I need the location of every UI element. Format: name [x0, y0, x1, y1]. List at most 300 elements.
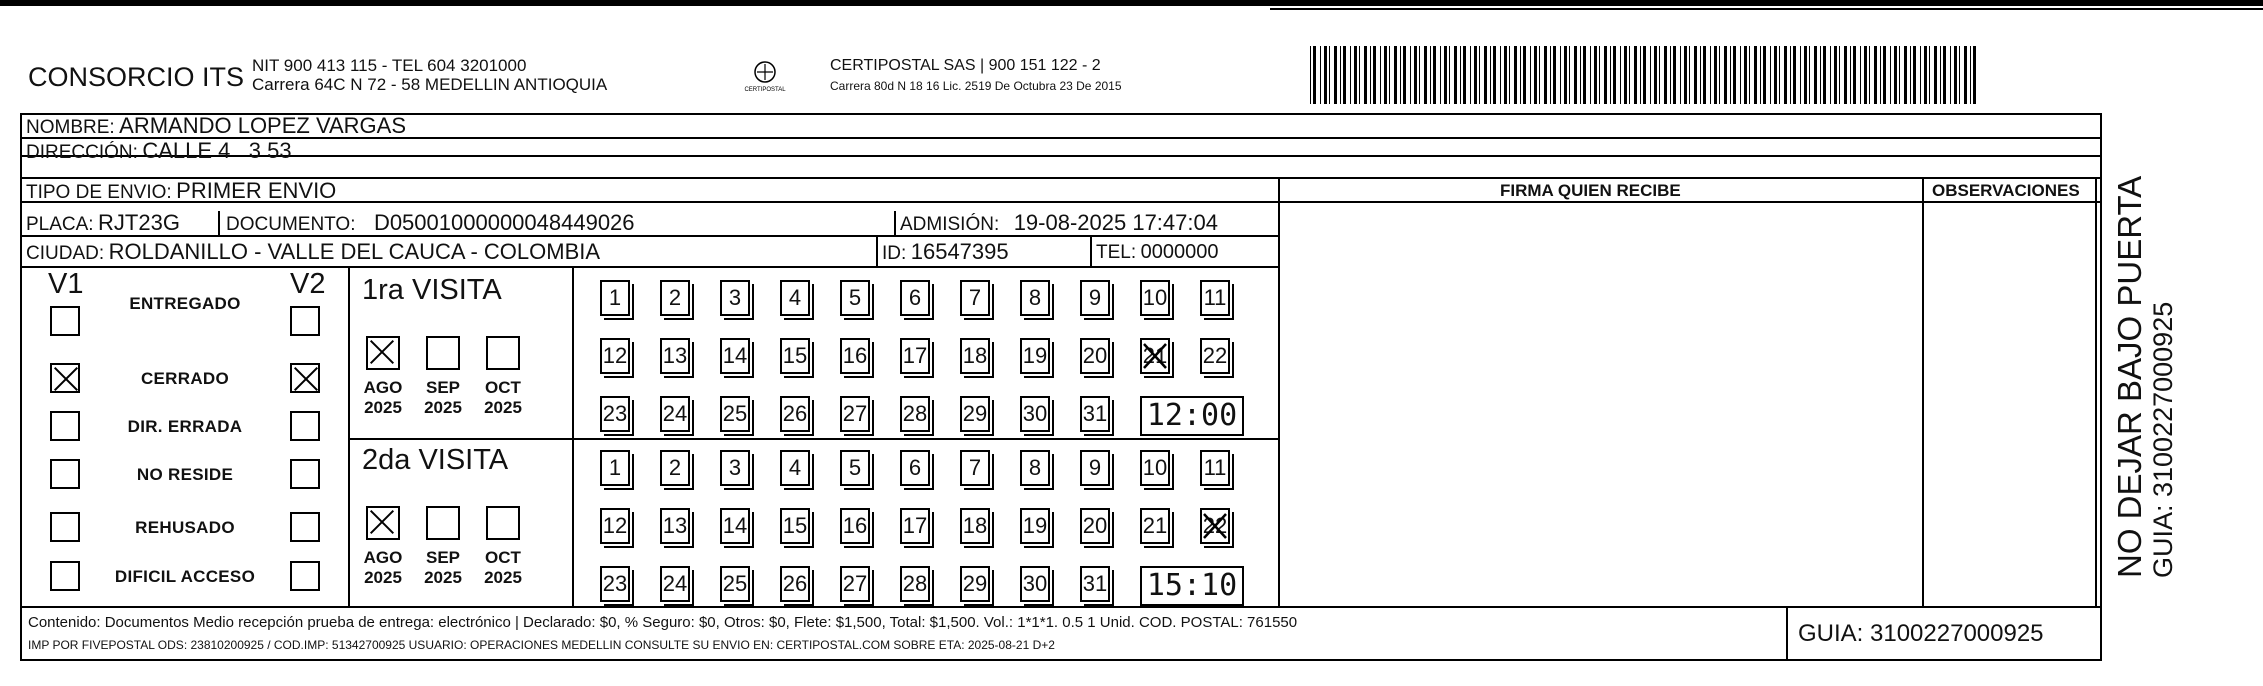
barcode-bar	[1943, 46, 1946, 104]
barcode-bar	[1760, 46, 1761, 104]
day-box[interactable]: 7	[960, 280, 990, 316]
barcode-bar	[1913, 46, 1916, 104]
day-box[interactable]: 24	[660, 566, 690, 602]
barcode-bar	[1694, 46, 1697, 104]
tel-label: TEL:	[1096, 242, 1137, 263]
carrier-nit: CERTIPOSTAL SAS | 900 151 122 - 2	[830, 57, 1101, 74]
send-type: PRIMER ENVIO	[176, 178, 337, 203]
barcode-bar	[1504, 46, 1507, 104]
month-name: OCT	[485, 548, 521, 567]
barcode-bar	[1634, 46, 1637, 104]
v2-checkbox[interactable]	[290, 512, 320, 542]
status-option-label: NO RESIDE	[136, 465, 234, 484]
barcode-bar	[1350, 46, 1351, 104]
day-box[interactable]: 5	[840, 280, 870, 316]
barcode-bar	[1719, 46, 1720, 104]
barcode-bar	[1414, 46, 1417, 104]
barcode-bar	[1479, 46, 1480, 104]
barcode-bar	[1560, 46, 1561, 104]
barcode-bar	[1874, 46, 1877, 104]
month-label	[478, 548, 528, 588]
divider	[894, 211, 896, 237]
barcode-bar	[1689, 46, 1690, 104]
v1-checkbox[interactable]	[50, 561, 80, 591]
day-box[interactable]: 7	[960, 450, 990, 486]
barcode-bar	[1604, 46, 1607, 104]
v1-checkbox[interactable]	[50, 363, 80, 393]
month-label	[358, 548, 408, 588]
day-box-marked[interactable]: 21	[1140, 338, 1170, 374]
barcode-bar	[1569, 46, 1570, 104]
document-value: D05001000000048449026	[373, 210, 635, 235]
day-box[interactable]: 12	[600, 508, 630, 544]
barcode-bar	[1484, 46, 1487, 104]
barcode-bar	[1334, 46, 1337, 104]
divider	[20, 606, 2102, 608]
logo-text: CERTIPOSTAL	[744, 87, 786, 93]
day-box[interactable]: 14	[720, 508, 750, 544]
document-row	[226, 210, 635, 236]
v2-checkbox[interactable]	[290, 363, 320, 393]
barcode-bar	[1809, 46, 1810, 104]
name-label: NOMBRE:	[26, 117, 115, 138]
barcode	[1310, 46, 1980, 104]
v1-checkbox[interactable]	[50, 306, 80, 336]
visit-time: 12:00	[1140, 396, 1244, 436]
month-year: 2025	[364, 568, 402, 587]
day-box[interactable]: 8	[1020, 280, 1050, 316]
day-box[interactable]: 17	[900, 508, 930, 544]
barcode-bar	[1523, 46, 1526, 104]
barcode-bar	[1853, 46, 1856, 104]
day-box[interactable]: 18	[960, 508, 990, 544]
day-mark-icon	[1200, 508, 1230, 544]
barcode-bar	[1820, 46, 1821, 104]
day-box[interactable]: 29	[960, 396, 990, 432]
day-box[interactable]: 24	[660, 396, 690, 432]
barcode-bar	[1470, 46, 1471, 104]
day-box[interactable]: 31	[1080, 396, 1110, 432]
barcode-bar	[1934, 46, 1937, 104]
admission-label: ADMISIÓN:	[900, 214, 1000, 235]
month-name: OCT	[485, 378, 521, 397]
barcode-bar	[1629, 46, 1630, 104]
day-box[interactable]: 2	[660, 450, 690, 486]
day-box[interactable]: 1	[600, 280, 630, 316]
barcode-bar	[1804, 46, 1807, 104]
barcode-bar	[1343, 46, 1346, 104]
barcode-bar	[1534, 46, 1537, 104]
barcode-bar	[1384, 46, 1387, 104]
barcode-bar	[1613, 46, 1616, 104]
barcode-bar	[1774, 46, 1777, 104]
v2-checkbox[interactable]	[290, 306, 320, 336]
barcode-bar	[1564, 46, 1567, 104]
status-option-label: CERRADO	[140, 369, 230, 388]
month-year: 2025	[484, 398, 522, 417]
day-box[interactable]: 9	[1080, 450, 1110, 486]
barcode-bar	[1950, 46, 1951, 104]
barcode-bar	[1373, 46, 1376, 104]
day-box[interactable]: 28	[900, 566, 930, 602]
barcode-bar	[1754, 46, 1757, 104]
v2-checkbox[interactable]	[290, 459, 320, 489]
month-label	[418, 548, 468, 588]
day-box[interactable]: 16	[840, 508, 870, 544]
barcode-bar	[1883, 46, 1886, 104]
day-box[interactable]: 23	[600, 396, 630, 432]
barcode-bar	[1964, 46, 1967, 104]
day-box[interactable]: 4	[780, 450, 810, 486]
barcode-bar	[1574, 46, 1577, 104]
barcode-bar	[1463, 46, 1466, 104]
visit-title: 2da VISITA	[362, 444, 509, 476]
barcode-bar	[1770, 46, 1771, 104]
day-box[interactable]: 20	[1080, 508, 1110, 544]
divider	[572, 266, 574, 608]
day-box[interactable]: 27	[840, 396, 870, 432]
side-guia-number: GUIA: 3100227000925	[2148, 301, 2178, 578]
day-box[interactable]: 30	[1020, 396, 1050, 432]
barcode-bar	[1530, 46, 1531, 104]
address-row	[26, 138, 292, 164]
barcode-bar	[1664, 46, 1667, 104]
month-label	[478, 378, 528, 418]
barcode-bar	[1940, 46, 1941, 104]
id-row	[882, 239, 1009, 265]
month-name: AGO	[363, 548, 403, 567]
v2-label: V2	[290, 268, 326, 300]
barcode-bar	[1313, 46, 1316, 104]
barcode-bar	[1430, 46, 1431, 104]
day-box[interactable]: 16	[840, 338, 870, 374]
barcode-bar	[1389, 46, 1390, 104]
status-option-label: DIR. ERRADA	[127, 417, 243, 436]
barcode-bar	[1703, 46, 1706, 104]
barcode-bar	[1454, 46, 1457, 104]
barcode-bar	[1800, 46, 1801, 104]
visit-time: 15:10	[1140, 566, 1244, 606]
barcode-bar	[1419, 46, 1420, 104]
barcode-bar	[1329, 46, 1330, 104]
month-year: 2025	[484, 568, 522, 587]
barcode-bar	[1380, 46, 1381, 104]
barcode-bar	[1599, 46, 1600, 104]
plate-value: RJT23G	[98, 210, 180, 235]
plate-row	[26, 210, 180, 236]
day-box[interactable]: 27	[840, 566, 870, 602]
day-box[interactable]: 15	[780, 508, 810, 544]
signature-label: FIRMA QUIEN RECIBE	[1500, 181, 1681, 200]
recipient-name: ARMANDO LOPEZ VARGAS	[119, 113, 407, 138]
id-value: 16547395	[910, 239, 1009, 264]
day-box[interactable]: 3	[720, 280, 750, 316]
barcode-bar	[1324, 46, 1327, 104]
day-box[interactable]: 19	[1020, 338, 1050, 374]
barcode-bar	[1823, 46, 1826, 104]
day-box[interactable]: 13	[660, 508, 690, 544]
barcode-bar	[1624, 46, 1627, 104]
month-checkbox[interactable]	[366, 336, 400, 370]
day-box[interactable]: 10	[1140, 450, 1170, 486]
barcode-bar	[1403, 46, 1406, 104]
day-mark-icon	[1140, 338, 1170, 374]
barcode-bar	[1310, 46, 1311, 104]
day-box[interactable]: 9	[1080, 280, 1110, 316]
barcode-bar	[1460, 46, 1461, 104]
barcode-bar	[1394, 46, 1397, 104]
document-label: DOCUMENTO:	[226, 214, 356, 235]
day-box-marked[interactable]: 22	[1200, 508, 1230, 544]
barcode-bar	[1610, 46, 1611, 104]
day-box[interactable]: 22	[1200, 338, 1230, 374]
day-box[interactable]: 11	[1200, 450, 1230, 486]
barcode-bar	[1620, 46, 1621, 104]
day-box[interactable]: 19	[1020, 508, 1050, 544]
v1-checkbox[interactable]	[50, 512, 80, 542]
day-box[interactable]: 4	[780, 280, 810, 316]
top-border	[0, 0, 2263, 6]
barcode-bar	[1400, 46, 1401, 104]
barcode-bar	[1714, 46, 1717, 104]
divider	[2095, 177, 2097, 606]
barcode-bar	[1869, 46, 1870, 104]
divider	[348, 266, 350, 608]
barcode-bar	[1340, 46, 1341, 104]
day-box[interactable]: 11	[1200, 280, 1230, 316]
v2-checkbox[interactable]	[290, 411, 320, 441]
barcode-bar	[1793, 46, 1796, 104]
barcode-bar	[1370, 46, 1371, 104]
month-year: 2025	[424, 568, 462, 587]
month-name: AGO	[363, 378, 403, 397]
barcode-bar	[1673, 46, 1676, 104]
id-label: ID:	[882, 243, 907, 264]
barcode-bar	[1490, 46, 1491, 104]
barcode-bar	[1410, 46, 1411, 104]
barcode-bar	[1834, 46, 1837, 104]
status-option-label: DIFICIL ACCESO	[114, 567, 256, 586]
day-box[interactable]: 8	[1020, 450, 1050, 486]
month-label	[418, 378, 468, 418]
barcode-bar	[1910, 46, 1911, 104]
barcode-bar	[1899, 46, 1900, 104]
day-box[interactable]: 30	[1020, 566, 1050, 602]
day-box[interactable]: 13	[660, 338, 690, 374]
barcode-bar	[1700, 46, 1701, 104]
month-checkbox[interactable]	[426, 336, 460, 370]
divider	[218, 211, 220, 237]
day-box[interactable]: 17	[900, 338, 930, 374]
barcode-bar	[1749, 46, 1750, 104]
month-checkbox[interactable]	[366, 506, 400, 540]
barcode-bar	[1594, 46, 1597, 104]
barcode-bar	[1514, 46, 1517, 104]
day-box[interactable]: 1	[600, 450, 630, 486]
barcode-bar	[1890, 46, 1891, 104]
v1-checkbox[interactable]	[50, 459, 80, 489]
barcode-bar	[1654, 46, 1657, 104]
month-year: 2025	[424, 398, 462, 417]
barcode-bar	[1973, 46, 1976, 104]
admission-row	[900, 210, 1218, 236]
barcode-bar	[1364, 46, 1367, 104]
month-checkbox[interactable]	[486, 336, 520, 370]
barcode-bar	[1920, 46, 1921, 104]
no-under-door-notice: NO DEJAR BAJO PUERTA	[2111, 175, 2148, 578]
top-border-right	[1270, 8, 2263, 10]
guia-number: GUIA: 3100227000925	[1798, 620, 2044, 647]
barcode-bar	[1659, 46, 1660, 104]
visit-title: 1ra VISITA	[362, 274, 502, 306]
recipient-address: CALLE 4 3 53	[142, 138, 292, 163]
barcode-bar	[1790, 46, 1791, 104]
carrier-info	[830, 56, 1122, 96]
barcode-bar	[1904, 46, 1907, 104]
divider	[1922, 177, 1924, 607]
barcode-bar	[1730, 46, 1731, 104]
barcode-bar	[1320, 46, 1321, 104]
barcode-bar	[1520, 46, 1521, 104]
barcode-bar	[1844, 46, 1847, 104]
day-box[interactable]: 31	[1080, 566, 1110, 602]
barcode-bar	[1733, 46, 1736, 104]
address-label: DIRECCIÓN:	[26, 142, 138, 163]
company-name: CONSORCIO ITS	[28, 62, 245, 92]
barcode-bar	[1433, 46, 1436, 104]
barcode-bar	[1440, 46, 1441, 104]
v1-label: V1	[48, 268, 84, 300]
barcode-bar	[1724, 46, 1727, 104]
city-label: CIUDAD:	[26, 243, 105, 264]
certipostal-logo-icon	[735, 58, 795, 98]
company-nit: NIT 900 413 115 - TEL 604 3201000	[252, 56, 527, 75]
plate-label: PLACA:	[26, 214, 94, 235]
day-box[interactable]: 5	[840, 450, 870, 486]
month-label	[358, 378, 408, 418]
barcode-bar	[1493, 46, 1496, 104]
barcode-bar	[1500, 46, 1501, 104]
barcode-bar	[1354, 46, 1357, 104]
month-name: SEP	[425, 378, 461, 397]
day-box[interactable]: 23	[600, 566, 630, 602]
barcode-bar	[1894, 46, 1897, 104]
barcode-bar	[1359, 46, 1360, 104]
day-box[interactable]: 25	[720, 566, 750, 602]
barcode-bar	[1650, 46, 1651, 104]
company-info	[252, 56, 607, 94]
day-box[interactable]: 14	[720, 338, 750, 374]
barcode-bar	[1830, 46, 1831, 104]
day-box[interactable]: 15	[780, 338, 810, 374]
day-box[interactable]: 29	[960, 566, 990, 602]
barcode-bar	[1509, 46, 1510, 104]
month-name: SEP	[425, 548, 461, 567]
barcode-bar	[1850, 46, 1851, 104]
status-option-label: REHUSADO	[135, 518, 235, 537]
day-box[interactable]: 6	[900, 280, 930, 316]
day-box[interactable]: 6	[900, 450, 930, 486]
barcode-bar	[1550, 46, 1551, 104]
barcode-bar	[1590, 46, 1591, 104]
day-box[interactable]: 2	[660, 280, 690, 316]
content-description: Contenido: Documentos Medio recepción prueba de entrega: electrónico | Declarado: $0, % Seguro: $0, Otros: $0, Flete: $1,500, Total: $1,500. Vol.: 1*1*1. 0.5 1 Unid. COD. POSTAL: 761550	[28, 614, 1298, 631]
barcode-bar	[1959, 46, 1960, 104]
day-box[interactable]: 26	[780, 566, 810, 602]
divider	[1786, 608, 1788, 660]
barcode-bar	[1710, 46, 1711, 104]
divider	[876, 237, 878, 267]
v1-checkbox[interactable]	[50, 411, 80, 441]
barcode-bar	[1449, 46, 1450, 104]
barcode-bar	[1924, 46, 1927, 104]
v2-checkbox[interactable]	[290, 561, 320, 591]
day-box[interactable]: 26	[780, 396, 810, 432]
day-box[interactable]: 10	[1140, 280, 1170, 316]
status-option-label: ENTREGADO	[129, 294, 241, 313]
barcode-bar	[1860, 46, 1861, 104]
day-box[interactable]: 20	[1080, 338, 1110, 374]
company-address: Carrera 64C N 72 - 58 MEDELLIN ANTIOQUIA	[252, 75, 608, 94]
barcode-bar	[1553, 46, 1556, 104]
barcode-bar	[1474, 46, 1477, 104]
day-box[interactable]: 18	[960, 338, 990, 374]
print-info: IMP POR FIVEPOSTAL ODS: 23810200925 / COD.IMP: 51342700925 USUARIO: OPERACIONES MEDELLIN CONSULTE SU ENVIO EN: CERTIPOSTAL.COM SOBRE ETA: 2025-08-21 D+2	[28, 638, 1055, 652]
send-type-label: TIPO DE ENVIO:	[26, 182, 172, 203]
divider	[20, 155, 2102, 157]
side-notice	[2112, 176, 2178, 578]
barcode-bar	[1580, 46, 1581, 104]
barcode-bar	[1643, 46, 1646, 104]
barcode-bar	[1544, 46, 1547, 104]
divider	[1278, 177, 1280, 607]
barcode-bar	[1814, 46, 1817, 104]
barcode-bar	[1779, 46, 1780, 104]
barcode-bar	[1880, 46, 1881, 104]
city-row	[26, 239, 600, 265]
month-checkbox[interactable]	[486, 506, 520, 540]
day-box[interactable]: 3	[720, 450, 750, 486]
admission-value: 19-08-2025 17:47:04	[1013, 210, 1218, 235]
barcode-bar	[1864, 46, 1867, 104]
city-value: ROLDANILLO - VALLE DEL CAUCA - COLOMBIA	[108, 239, 601, 264]
day-box[interactable]: 21	[1140, 508, 1170, 544]
name-row	[26, 113, 406, 139]
barcode-bar	[1929, 46, 1930, 104]
barcode-bar	[1583, 46, 1586, 104]
barcode-bar	[1444, 46, 1447, 104]
observations-label: OBSERVACIONES	[1932, 181, 2080, 200]
divider	[1090, 237, 1092, 267]
send-type-row	[26, 178, 336, 204]
barcode-bar	[1680, 46, 1681, 104]
barcode-bar	[1740, 46, 1741, 104]
month-checkbox[interactable]	[426, 506, 460, 540]
barcode-bar	[1763, 46, 1766, 104]
barcode-bar	[1744, 46, 1747, 104]
tel-value: 0000000	[1140, 241, 1219, 263]
divider	[348, 438, 1280, 440]
day-box[interactable]: 25	[720, 396, 750, 432]
month-year: 2025	[364, 398, 402, 417]
barcode-bar	[1424, 46, 1427, 104]
barcode-bar	[1784, 46, 1787, 104]
carrier-license: Carrera 80d N 18 16 Lic. 2519 De Octubra 23 De 2015	[830, 79, 1122, 93]
day-box[interactable]: 28	[900, 396, 930, 432]
barcode-bar	[1954, 46, 1957, 104]
barcode-bar	[1839, 46, 1840, 104]
day-box[interactable]: 12	[600, 338, 630, 374]
